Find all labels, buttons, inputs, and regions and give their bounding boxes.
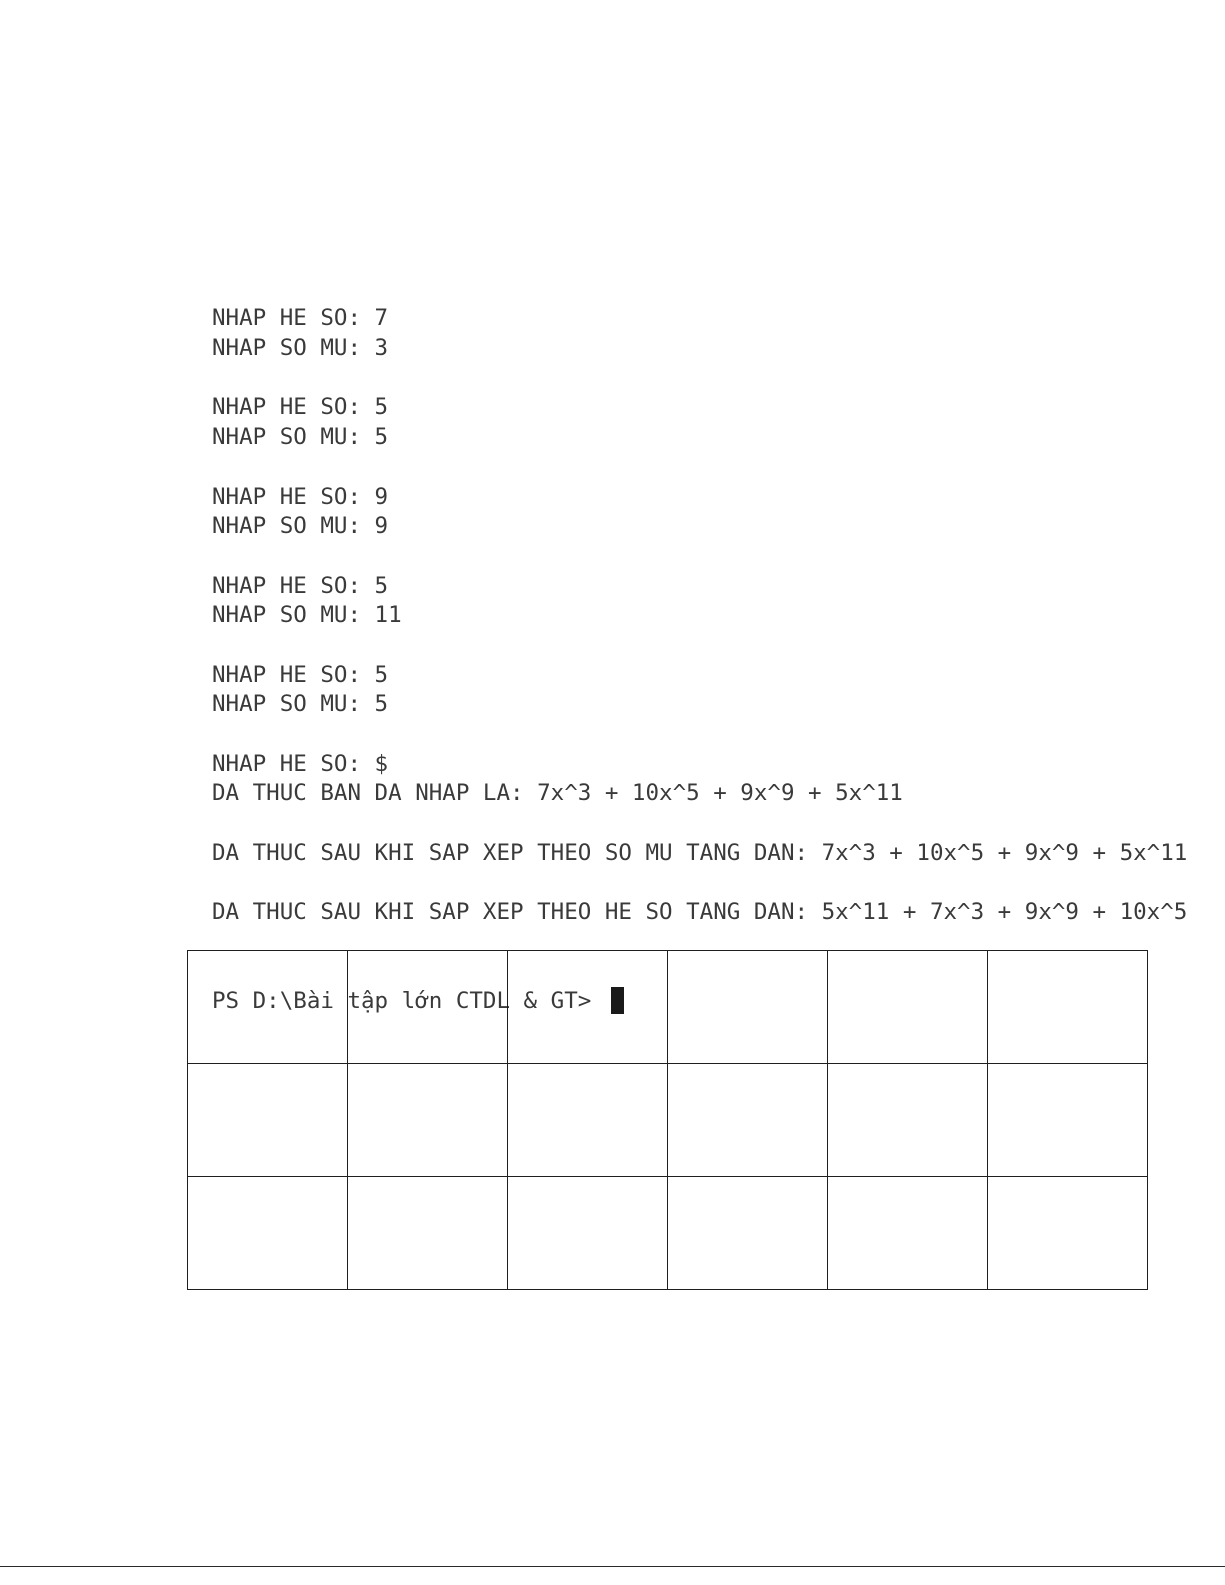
table-row bbox=[188, 1064, 1148, 1177]
terminal-output bbox=[212, 245, 1212, 1047]
table-cell bbox=[988, 951, 1148, 1064]
terminal-line: DA THUC BAN DA NHAP LA: 7x^3 + 10x^5 + 9x^9 + 5x^11 bbox=[212, 780, 903, 807]
terminal-line bbox=[212, 631, 1212, 661]
table-cell bbox=[988, 1064, 1148, 1177]
terminal-line: DA THUC SAU KHI SAP XEP THEO HE SO TANG DAN: 5x^11 + 7x^3 + 9x^9 + 10x^5 bbox=[212, 899, 1188, 926]
table-cell bbox=[668, 1177, 828, 1290]
table-cell bbox=[348, 1177, 508, 1290]
table-cell bbox=[348, 1064, 508, 1177]
terminal-line bbox=[212, 809, 1212, 839]
table-row bbox=[188, 1177, 1148, 1290]
table-row bbox=[188, 951, 1148, 1064]
terminal-prompt: PS D:\Bài tập lớn CTDL & GT> bbox=[212, 988, 605, 1015]
terminal-line bbox=[212, 868, 1212, 898]
terminal-line bbox=[212, 542, 1212, 572]
terminal-line bbox=[212, 364, 1212, 394]
terminal-lines bbox=[212, 304, 1212, 927]
terminal-line: NHAP SO MU: 9 bbox=[212, 513, 389, 540]
terminal-line: NHAP HE SO: 7 bbox=[212, 305, 389, 332]
table-cell bbox=[508, 1064, 668, 1177]
table-cell bbox=[348, 951, 508, 1064]
table-cell bbox=[508, 1177, 668, 1290]
terminal-line bbox=[212, 720, 1212, 750]
terminal-line: NHAP SO MU: 5 bbox=[212, 691, 389, 718]
table-cell bbox=[828, 951, 988, 1064]
table-cell bbox=[188, 951, 348, 1064]
table-cell bbox=[828, 1064, 988, 1177]
page-bottom-rule bbox=[0, 1566, 1225, 1567]
terminal-line: NHAP SO MU: 11 bbox=[212, 602, 402, 629]
terminal-line: NHAP HE SO: $ bbox=[212, 750, 389, 777]
terminal-line: NHAP HE SO: 9 bbox=[212, 483, 389, 510]
table-cell bbox=[828, 1177, 988, 1290]
terminal-line: NHAP SO MU: 5 bbox=[212, 424, 389, 451]
table-cell bbox=[508, 951, 668, 1064]
table-cell bbox=[988, 1177, 1148, 1290]
table-cell bbox=[188, 1064, 348, 1177]
empty-grid-table bbox=[187, 950, 1148, 1290]
terminal-line: DA THUC SAU KHI SAP XEP THEO SO MU TANG DAN: 7x^3 + 10x^5 + 9x^9 + 5x^11 bbox=[212, 839, 1188, 866]
terminal-line: NHAP HE SO: 5 bbox=[212, 572, 389, 599]
terminal-line: NHAP HE SO: 5 bbox=[212, 394, 389, 421]
terminal-line: NHAP HE SO: 5 bbox=[212, 661, 389, 688]
table-cell bbox=[668, 1064, 828, 1177]
table-cell bbox=[188, 1177, 348, 1290]
table-cell bbox=[668, 951, 828, 1064]
terminal-line: NHAP SO MU: 3 bbox=[212, 335, 389, 362]
terminal-line bbox=[212, 453, 1212, 483]
